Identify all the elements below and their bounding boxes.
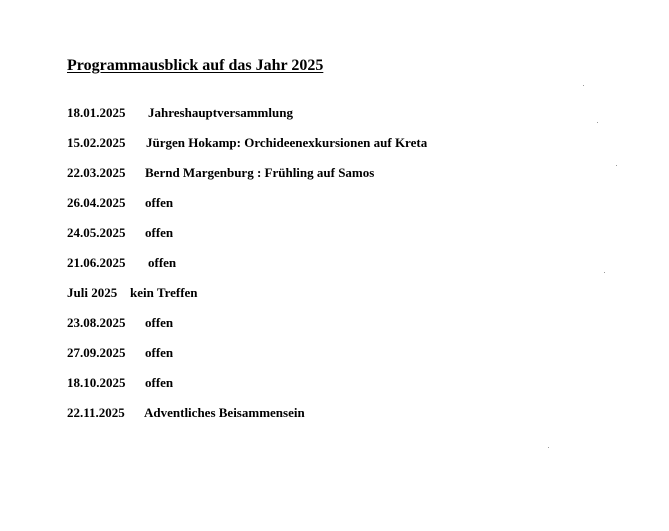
- schedule-event: offen: [148, 255, 177, 270]
- schedule-date: 18.01.2025: [67, 105, 126, 120]
- schedule-event: Jahreshauptversammlung: [148, 105, 293, 120]
- schedule-event: offen: [145, 225, 174, 240]
- scan-speck: [583, 85, 584, 86]
- schedule-event: offen: [145, 195, 174, 210]
- schedule-date: 24.05.2025: [67, 225, 126, 240]
- schedule-event: Jürgen Hokamp: Orchideenexkursionen auf Kreta: [146, 135, 428, 150]
- scan-speck: [597, 122, 598, 123]
- schedule-event: offen: [145, 345, 174, 360]
- schedule-date: Juli 2025: [67, 285, 118, 300]
- schedule-event: offen: [145, 375, 174, 390]
- schedule-date: 27.09.2025: [67, 345, 126, 360]
- schedule-event: Adventliches Beisammensein: [144, 405, 305, 420]
- scan-speck: [548, 447, 549, 448]
- schedule-date: 23.08.2025: [67, 315, 126, 330]
- schedule-date: 15.02.2025: [67, 135, 126, 150]
- schedule-date: 21.06.2025: [67, 255, 126, 270]
- scan-speck: [604, 272, 605, 273]
- schedule-event: offen: [145, 315, 174, 330]
- schedule-date: 22.03.2025: [67, 165, 126, 180]
- document-title: Programmausblick auf das Jahr 2025: [67, 57, 324, 74]
- scan-speck: [616, 165, 617, 166]
- schedule-event: kein Treffen: [130, 285, 198, 300]
- schedule-date: 26.04.2025: [67, 195, 126, 210]
- schedule-event: Bernd Margenburg : Frühling auf Samos: [145, 165, 375, 180]
- schedule-date: 22.11.2025: [67, 405, 125, 420]
- schedule-date: 18.10.2025: [67, 375, 126, 390]
